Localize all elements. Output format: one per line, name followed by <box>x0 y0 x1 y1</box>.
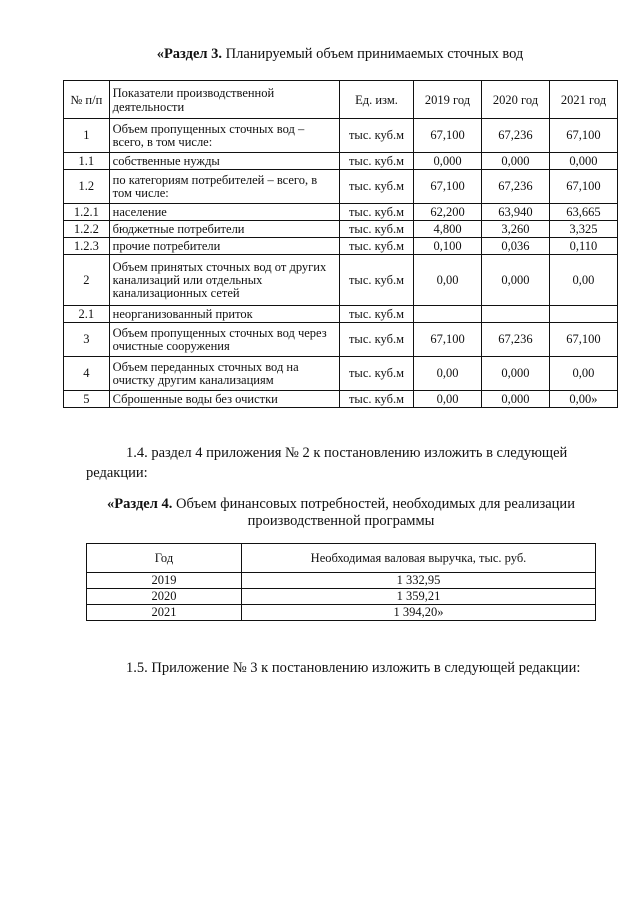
row-unit: тыс. куб.м <box>339 221 413 238</box>
row-2020: 67,236 <box>482 170 550 204</box>
table-row <box>87 605 596 621</box>
row-unit: тыс. куб.м <box>339 204 413 221</box>
table-row <box>64 357 618 391</box>
row-num: 1.2.3 <box>64 238 110 255</box>
row-2019: 0,00 <box>414 391 482 408</box>
row-revenue: 1 332,95 <box>242 573 596 589</box>
row-num: 3 <box>64 323 110 357</box>
row-unit: тыс. куб.м <box>339 323 413 357</box>
row-unit: тыс. куб.м <box>339 306 413 323</box>
row-2021: 0,110 <box>549 238 617 255</box>
row-num: 5 <box>64 391 110 408</box>
row-year: 2021 <box>87 605 242 621</box>
row-2020: 0,000 <box>482 391 550 408</box>
row-unit: тыс. куб.м <box>339 238 413 255</box>
section-4-title-text: Объем финансовых потребностей, необходимых для реализации производственной программы <box>172 496 575 529</box>
table-row <box>64 119 618 153</box>
row-num: 2 <box>64 255 110 306</box>
row-unit: тыс. куб.м <box>339 153 413 170</box>
row-2020 <box>482 306 550 323</box>
row-unit: тыс. куб.м <box>339 170 413 204</box>
row-unit: тыс. куб.м <box>339 255 413 306</box>
row-name: Объем переданных сточных вод на очистку другим канализациям <box>109 357 339 391</box>
table-header-row <box>64 81 618 119</box>
row-num: 1.1 <box>64 153 110 170</box>
row-2021: 0,00» <box>549 391 617 408</box>
table-row <box>87 589 596 605</box>
section-4-table <box>86 543 596 621</box>
row-2021: 67,100 <box>549 170 617 204</box>
table-row <box>87 573 596 589</box>
row-2020: 0,000 <box>482 153 550 170</box>
row-2020: 67,236 <box>482 323 550 357</box>
row-2019: 0,000 <box>414 153 482 170</box>
table-header-row <box>87 544 596 573</box>
row-2021: 3,325 <box>549 221 617 238</box>
header-2020: 2020 год <box>482 81 550 119</box>
row-2021 <box>549 306 617 323</box>
row-unit: тыс. куб.м <box>339 391 413 408</box>
row-2021: 67,100 <box>549 119 617 153</box>
row-2019: 0,00 <box>414 255 482 306</box>
row-year: 2020 <box>87 589 242 605</box>
row-name: Объем пропущенных сточных вод через очистные сооружения <box>109 323 339 357</box>
table-row <box>64 221 618 238</box>
section-4-title <box>86 496 596 530</box>
header-2019: 2019 год <box>414 81 482 119</box>
table-row <box>64 153 618 170</box>
row-num: 1.2 <box>64 170 110 204</box>
section-4-title-bold: «Раздел 4. <box>107 496 173 512</box>
row-2020: 0,000 <box>482 255 550 306</box>
row-num: 1.2.1 <box>64 204 110 221</box>
row-num: 1 <box>64 119 110 153</box>
row-2019: 67,100 <box>414 323 482 357</box>
section-3-table <box>63 80 618 408</box>
paragraph-1-4: 1.4. раздел 4 приложения № 2 к постановлению изложить в следующей редакции: <box>86 445 568 481</box>
row-name: Объем пропущенных сточных вод – всего, в том числе: <box>109 119 339 153</box>
row-name: Сброшенные воды без очистки <box>109 391 339 408</box>
row-num: 4 <box>64 357 110 391</box>
table-row <box>64 306 618 323</box>
table-row <box>64 391 618 408</box>
row-2019 <box>414 306 482 323</box>
row-2019: 62,200 <box>414 204 482 221</box>
row-name: Объем принятых сточных вод от других канализаций или отдельных канализационных сетей <box>109 255 339 306</box>
table-row <box>64 255 618 306</box>
row-2020: 0,000 <box>482 357 550 391</box>
table-row <box>64 204 618 221</box>
row-name: по категориям потребителей – всего, в том числе: <box>109 170 339 204</box>
row-name: прочие потребители <box>109 238 339 255</box>
section-3-title-bold: «Раздел 3. <box>156 46 223 62</box>
row-2021: 67,100 <box>549 323 617 357</box>
row-2020: 0,036 <box>482 238 550 255</box>
row-num: 2.1 <box>64 306 110 323</box>
row-2019: 0,00 <box>414 357 482 391</box>
row-name: население <box>109 204 339 221</box>
row-2019: 67,100 <box>414 119 482 153</box>
paragraph-1-5: 1.5. Приложение № 3 к постановлению изложить в следующей редакции: <box>126 660 581 676</box>
row-2020: 3,260 <box>482 221 550 238</box>
header-indicator: Показатели производственной деятельности <box>109 81 339 119</box>
table-row <box>64 238 618 255</box>
row-revenue: 1 394,20» <box>242 605 596 621</box>
row-2021: 0,00 <box>549 255 617 306</box>
table-row <box>64 323 618 357</box>
header-2021: 2021 год <box>549 81 617 119</box>
header-num: № п/п <box>64 81 110 119</box>
row-2019: 67,100 <box>414 170 482 204</box>
header-unit: Ед. изм. <box>339 81 413 119</box>
header-revenue: Необходимая валовая выручка, тыс. руб. <box>242 544 596 573</box>
row-2019: 4,800 <box>414 221 482 238</box>
row-2020: 67,236 <box>482 119 550 153</box>
table-row <box>64 170 618 204</box>
section-3-title-text: Планируемый объем принимаемых сточных вод <box>222 46 524 62</box>
row-unit: тыс. куб.м <box>339 357 413 391</box>
row-revenue: 1 359,21 <box>242 589 596 605</box>
section-3-title <box>60 46 620 63</box>
row-name: бюджетные потребители <box>109 221 339 238</box>
row-num: 1.2.2 <box>64 221 110 238</box>
row-unit: тыс. куб.м <box>339 119 413 153</box>
row-name: собственные нужды <box>109 153 339 170</box>
row-2021: 63,665 <box>549 204 617 221</box>
header-year: Год <box>87 544 242 573</box>
row-2019: 0,100 <box>414 238 482 255</box>
row-name: неорганизованный приток <box>109 306 339 323</box>
row-2020: 63,940 <box>482 204 550 221</box>
row-2021: 0,00 <box>549 357 617 391</box>
row-year: 2019 <box>87 573 242 589</box>
row-2021: 0,000 <box>549 153 617 170</box>
